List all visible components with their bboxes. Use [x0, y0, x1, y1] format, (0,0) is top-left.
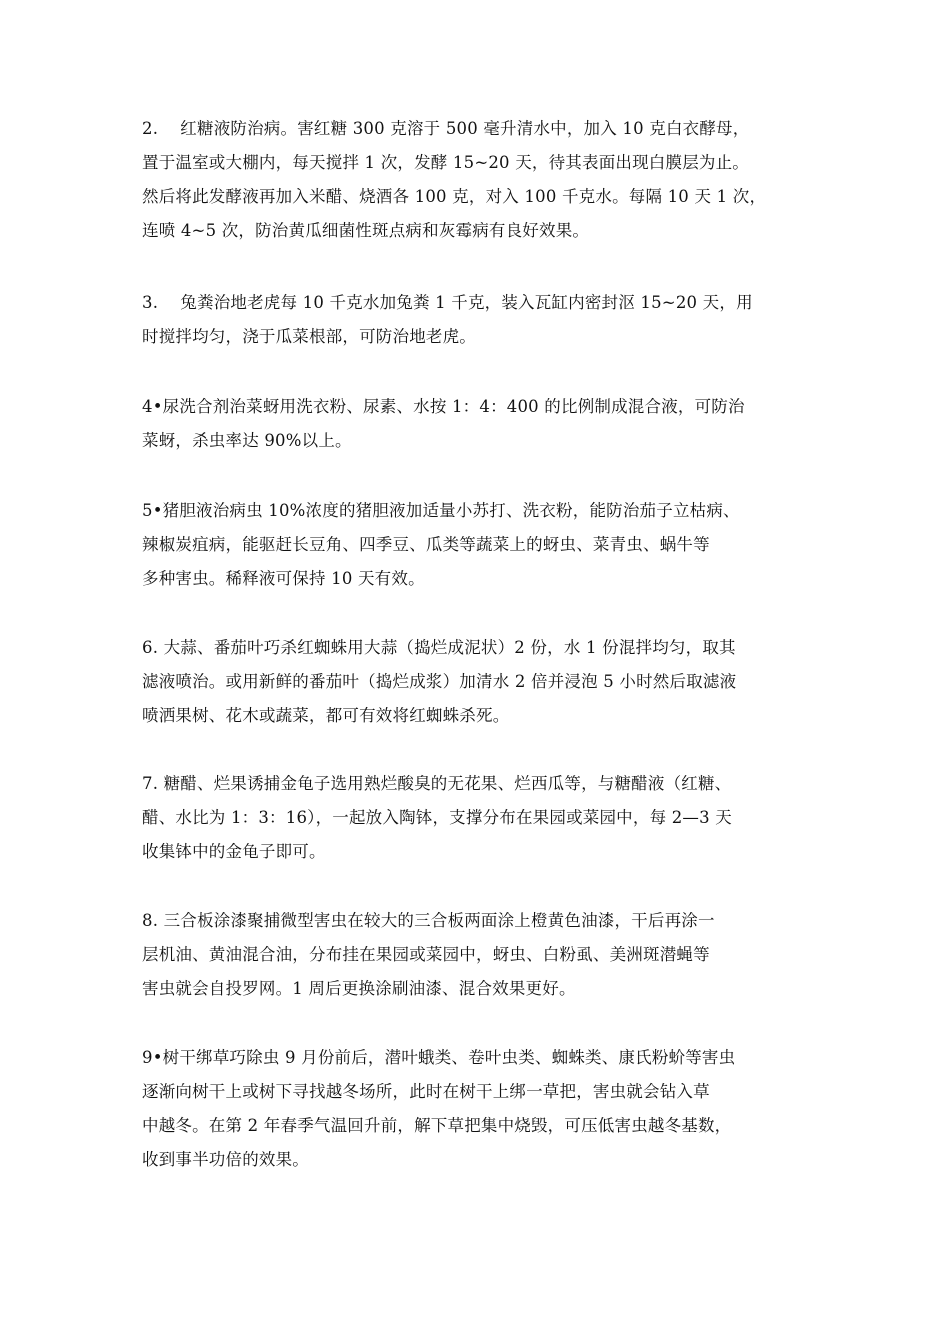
- text-line: 4•尿洗合剂治菜蚜用洗衣粉、尿素、水按 1：4：400 的比例制成混合液，可防治: [142, 397, 745, 416]
- paragraph-6-garlic-tomato-leaf: [142, 631, 842, 733]
- text-line: 2. 红糖液防治病。害红糖 300 克溶于 500 毫升清水中，加入 10 克白衣酵母，: [142, 119, 750, 138]
- text-line: 喷洒果树、花木或蔬菜，都可有效将红蜘蛛杀死。: [142, 706, 510, 725]
- text-line: 辣椒炭疽病，能驱赶长豆角、四季豆、瓜类等蔬菜上的蚜虫、菜青虫、蜗牛等: [142, 535, 710, 554]
- text-line: 8. 三合板涂漆聚捕微型害虫在较大的三合板两面涂上橙黄色油漆，干后再涂一: [142, 911, 715, 930]
- text-line: 6. 大蒜、番茄叶巧杀红蜘蛛用大蒜（捣烂成泥状）2 份，水 1 份混拌均匀，取其: [142, 638, 736, 657]
- text-line: 中越冬。在第 2 年春季气温回升前，解下草把集中烧毁，可压低害虫越冬基数，: [142, 1116, 732, 1135]
- paragraph-7-sugar-vinegar-trap: [142, 767, 842, 869]
- text-line: 害虫就会自投罗网。1 周后更换涂刷油漆、混合效果更好。: [142, 979, 576, 998]
- paragraph-8-painted-plywood: [142, 904, 842, 1006]
- text-line: 逐渐向树干上或树下寻找越冬场所，此时在树干上绑一草把，害虫就会钻入草: [142, 1082, 710, 1101]
- paragraph-9-trunk-straw-band: [142, 1041, 842, 1177]
- text-line: 置于温室或大棚内，每天搅拌 1 次，发酵 15~20 天，待其表面出现白膜层为止。: [142, 153, 749, 172]
- text-line: 层机油、黄油混合油，分布挂在果园或菜园中，蚜虫、白粉虱、美洲斑潜蝇等: [142, 945, 710, 964]
- text-line: 5•猪胆液治病虫 10%浓度的猪胆液加适量小苏打、洗衣粉，能防治茄子立枯病、: [142, 501, 740, 520]
- text-line: 菜蚜，杀虫率达 90%以上。: [142, 431, 352, 450]
- text-line: 7. 糖醋、烂果诱捕金龟子选用熟烂酸臭的无花果、烂西瓜等，与糖醋液（红糖、: [142, 774, 732, 793]
- text-line: 连喷 4~5 次，防治黄瓜细菌性斑点病和灰霉病有良好效果。: [142, 221, 590, 240]
- text-line: 然后将此发酵液再加入米醋、烧酒各 100 克，对入 100 千克水。每隔 10 天 1 次，: [142, 187, 767, 206]
- text-line: 时搅拌均匀，浇于瓜菜根部，可防治地老虎。: [142, 327, 476, 346]
- paragraph-4-urea-detergent-mix: [142, 390, 842, 458]
- text-line: 醋、水比为 1：3：16），一起放入陶钵，支撑分布在果园或菜园中，每 2—3 天: [142, 808, 732, 827]
- text-line: 3. 兔粪治地老虎每 10 千克水加兔粪 1 千克，装入瓦缸内密封沤 15~20 天，用: [142, 293, 753, 312]
- text-line: 收到事半功倍的效果。: [142, 1150, 309, 1169]
- text-line: 收集钵中的金龟子即可。: [142, 842, 326, 861]
- text-line: 滤液喷治。或用新鲜的番茄叶（捣烂成浆）加清水 2 倍并浸泡 5 小时然后取滤液: [142, 672, 737, 691]
- paragraph-2-brown-sugar-solution: [142, 112, 842, 248]
- paragraph-3-rabbit-manure: [142, 286, 842, 354]
- text-line: 9•树干绑草巧除虫 9 月份前后，潜叶蛾类、卷叶虫类、蜘蛛类、康氏粉蚧等害虫: [142, 1048, 736, 1067]
- paragraph-5-pig-bile-solution: [142, 494, 842, 596]
- text-line: 多种害虫。稀释液可保持 10 天有效。: [142, 569, 425, 588]
